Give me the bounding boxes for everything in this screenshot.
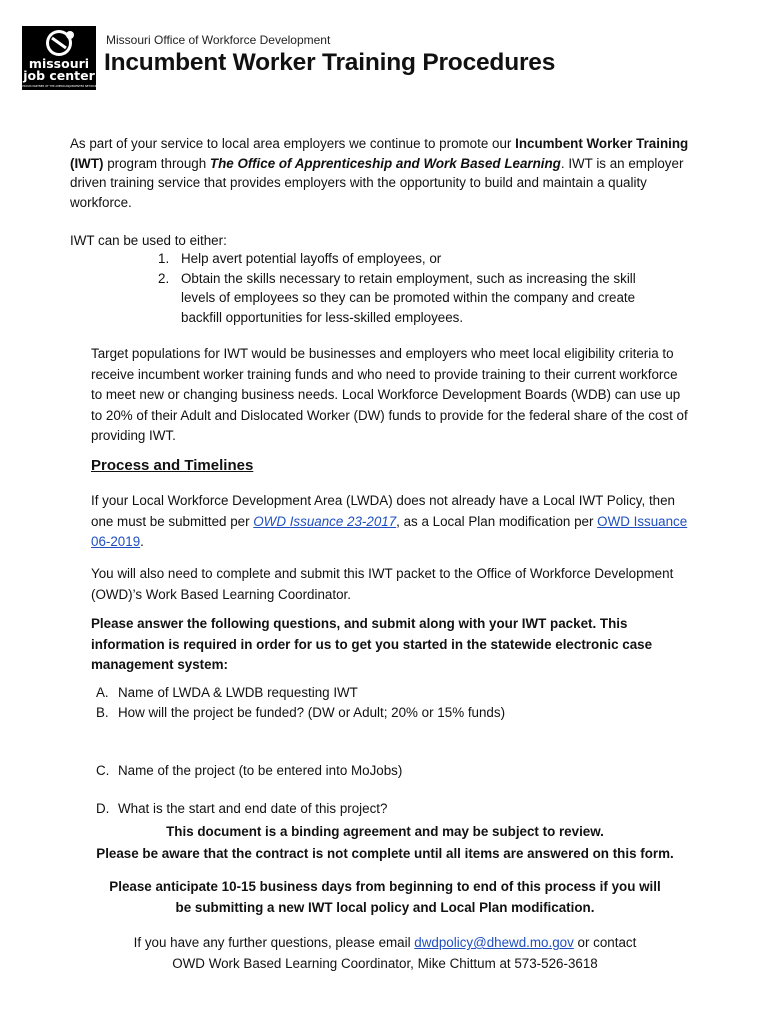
section-heading-process: Process and Timelines [91,457,254,474]
uses-list [158,249,668,327]
owd-issuance-06-2019-link[interactable]: OWD Issuance 06-2019 [91,513,688,549]
uses-lead: IWT can be used to either: [70,233,227,248]
logo-line2: job center [23,68,95,83]
page-title: Incumbent Worker Training Procedures [104,49,556,76]
packet-paragraph: You will also need to complete and submit this IWT packet to the Office of Workforce Development (OWD)’s Work Based Learning Coordinator. [91,566,674,602]
organization-name: Missouri Office of Workforce Development [106,33,331,47]
binding-notice: This document is a binding agreement and may be subject to review. [166,824,604,839]
logo-line1: missouri [28,56,90,71]
logo-tagline: A PROUD PARTNER OF THE AMERICANJOBCENTER NETWORK [22,85,96,88]
timeline-notice-line1: Please anticipate 10-15 business days from beginning to end of this process if you will [109,879,661,894]
question-c: C. Name of the project (to be entered into MoJobs) [96,763,403,778]
target-populations-paragraph: Target populations for IWT would be businesses and employers who meet local eligibility criteria to receive incumbent worker training funds and who need to provide training to their current workforce to meet new or changing business needs. Local Workforce Development Boards (WDB) can use up to 20% of their Adult and Dislocated Worker (DW) funds to provide for the federal share of the cost of providing IWT. [91,346,688,443]
contact-line2: OWD Work Based Learning Coordinator, Mike Chittum at 573-526-3618 [172,956,598,971]
owd-issuance-23-2017-link[interactable]: OWD Issuance 23-2017 [253,513,397,529]
question-a: A. Name of LWDA & LWDB requesting IWT [96,685,358,700]
lwda-policy-paragraph: If your Local Workforce Development Area (LWDA) does not already have a Local IWT Policy, then one must be submitted per OWD Issuance 23-2017, as a Local Plan modification per OWD Issuance 06-2019. [91,493,688,549]
question-d: D. What is the start and end date of this project? [96,801,388,816]
question-b: B. How will the project be funded? (DW or Adult; 20% or 15% funds) [96,705,506,720]
list-item: 1. Help avert potential layoffs of employees, or [158,251,442,266]
list-item: 2. Obtain the skills necessary to retain employment, such as increasing the skill levels of employees so they can be promoted within the company and create backfill opportunities for less-skilled employees. [158,270,636,325]
instructions-paragraph: Please answer the following questions, and submit along with your IWT packet. This information is required in order for us to get you started in the statewide electronic case management system: [91,616,653,672]
completion-notice: Please be aware that the contract is not complete until all items are answered on this form. [96,846,674,861]
contact-email-link[interactable]: dwdpolicy@dhewd.mo.gov [414,935,574,950]
timeline-notice-line2: be submitting a new IWT local policy and Local Plan modification. [175,900,595,915]
missouri-job-center-logo [22,26,96,90]
intro-paragraph: As part of your service to local area employers we continue to promote our Incumbent Worker Training (IWT) program through The Office of Apprenticeship and Work Based Learning. IWT is an employer driven training service that provides employers with the opportunity to build and maintain a quality workforce. [70,136,689,210]
contact-line1: If you have any further questions, please email dwdpolicy@dhewd.mo.gov or contact [133,935,637,950]
